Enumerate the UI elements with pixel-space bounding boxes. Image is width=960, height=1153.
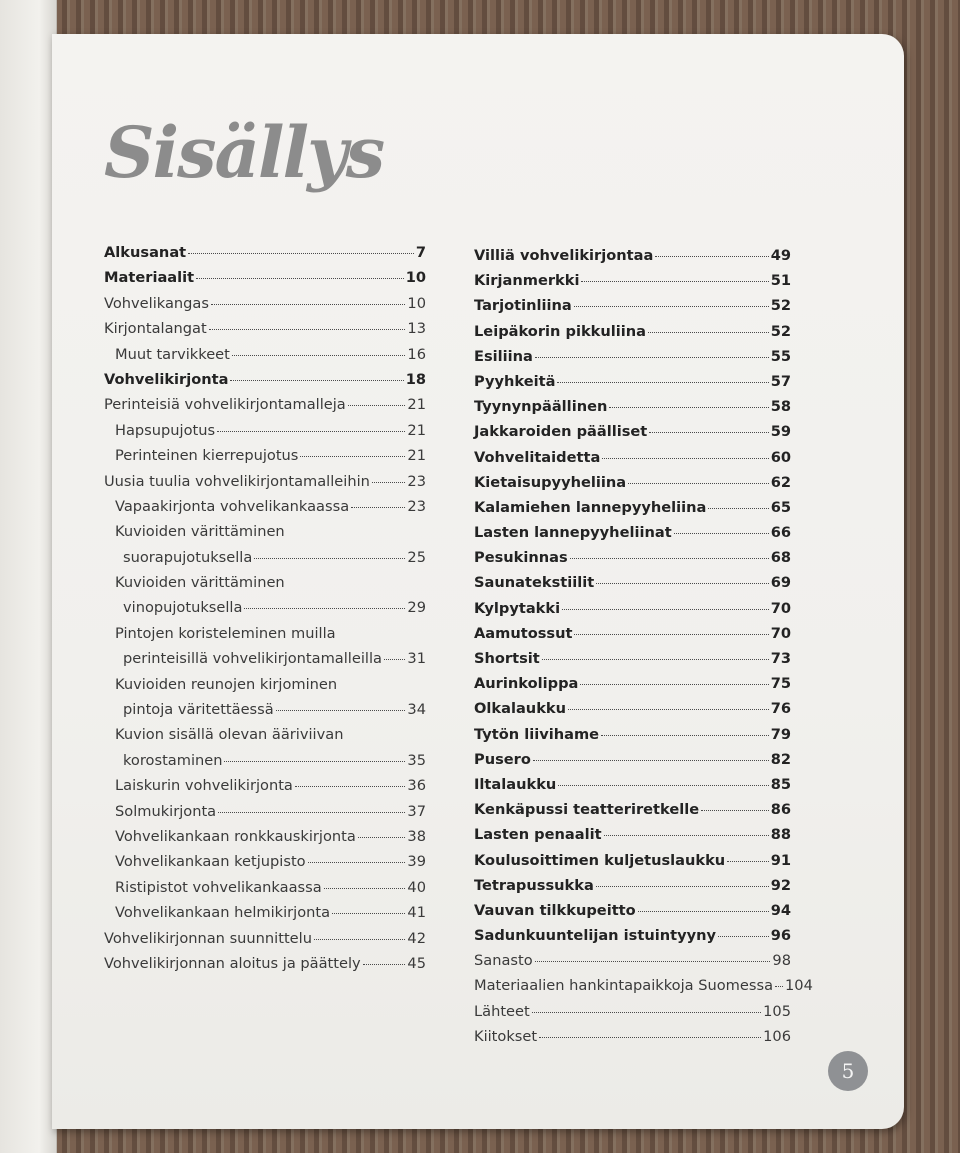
toc-entry-page: 18 bbox=[405, 370, 426, 388]
toc-entry-label: Hapsupujotus bbox=[115, 421, 216, 439]
toc-entry bbox=[474, 877, 791, 902]
toc-entry-label: Uusia tuulia vohvelikirjontamalleihin bbox=[104, 472, 370, 490]
toc-dot-leader bbox=[574, 306, 769, 307]
toc-entry-label: Tarjotinliina bbox=[474, 297, 572, 315]
toc-entry bbox=[104, 523, 426, 548]
toc-entry bbox=[104, 599, 426, 624]
toc-entry bbox=[104, 803, 426, 828]
toc-entry-page: 10 bbox=[407, 294, 426, 312]
toc-entry-label: Leipäkorin pikkuliina bbox=[474, 322, 646, 340]
toc-entry bbox=[104, 650, 426, 675]
toc-entry-page: 34 bbox=[407, 701, 426, 719]
toc-entry-label: Materiaalien hankintapaikkoja Suomessa bbox=[474, 977, 774, 995]
toc-entry-label: Pesukinnas bbox=[474, 549, 568, 567]
toc-entry-label: Vohvelikangas bbox=[104, 294, 209, 312]
toc-entry bbox=[474, 398, 791, 423]
toc-entry bbox=[104, 269, 426, 294]
toc-entry-page: 96 bbox=[770, 927, 791, 945]
toc-entry-label: Kuvion sisällä olevan ääriviivan bbox=[115, 726, 344, 744]
toc-dot-leader bbox=[674, 533, 769, 534]
toc-entry-page: 86 bbox=[770, 801, 791, 819]
toc-entry bbox=[474, 902, 791, 927]
toc-dot-leader bbox=[232, 355, 406, 356]
toc-entry bbox=[474, 247, 791, 272]
toc-entry-page: 52 bbox=[770, 322, 791, 340]
toc-entry-page: 66 bbox=[770, 524, 791, 542]
toc-dot-leader bbox=[372, 482, 406, 483]
toc-entry-page: 57 bbox=[770, 372, 791, 390]
toc-entry bbox=[474, 549, 791, 574]
toc-entry-label: Vohvelikankaan ketjupisto bbox=[115, 853, 306, 871]
toc-entry-page: 58 bbox=[770, 398, 791, 416]
toc-dot-leader bbox=[574, 634, 768, 635]
toc-entry-label: Vohvelikankaan ronkkauskirjonta bbox=[115, 827, 356, 845]
toc-dot-leader bbox=[300, 456, 405, 457]
toc-entry bbox=[474, 751, 791, 776]
toc-dot-leader bbox=[581, 281, 768, 282]
toc-entry-page: 16 bbox=[407, 345, 426, 363]
left-page-edge bbox=[0, 0, 57, 1153]
toc-entry-label: Lasten lannepyyheliinat bbox=[474, 524, 672, 542]
toc-entry-page: 41 bbox=[407, 904, 426, 922]
toc-dot-leader bbox=[332, 913, 405, 914]
toc-entry-page: 21 bbox=[407, 447, 426, 465]
toc-entry bbox=[474, 927, 791, 952]
toc-entry-page: 21 bbox=[407, 396, 426, 414]
toc-dot-leader bbox=[718, 936, 769, 937]
toc-entry bbox=[474, 499, 791, 524]
toc-dot-leader bbox=[217, 431, 405, 432]
toc-dot-leader bbox=[701, 810, 769, 811]
toc-entry-page: 45 bbox=[407, 954, 426, 972]
toc-dot-leader bbox=[596, 886, 769, 887]
toc-entry bbox=[104, 879, 426, 904]
toc-dot-leader bbox=[649, 432, 768, 433]
toc-entry bbox=[474, 423, 791, 448]
toc-entry-label: Perinteinen kierrepujotus bbox=[115, 447, 299, 465]
toc-entry-label: Vapaakirjonta vohvelikankaassa bbox=[115, 497, 350, 515]
toc-entry-page: 21 bbox=[407, 421, 426, 439]
toc-dot-leader bbox=[532, 1012, 761, 1013]
toc-entry-page: 76 bbox=[770, 700, 791, 718]
toc-dot-leader bbox=[708, 508, 768, 509]
toc-dot-leader bbox=[539, 1037, 761, 1038]
toc-entry-page: 79 bbox=[770, 725, 791, 743]
toc-dot-leader bbox=[655, 256, 768, 257]
toc-entry bbox=[474, 272, 791, 297]
toc-entry bbox=[104, 955, 426, 980]
toc-entry-label: Villiä vohvelikirjontaa bbox=[474, 247, 654, 264]
toc-dot-leader bbox=[324, 888, 406, 889]
toc-dot-leader bbox=[218, 812, 405, 813]
toc-dot-leader bbox=[211, 304, 405, 305]
toc-dot-leader bbox=[533, 760, 769, 761]
toc-dot-leader bbox=[542, 659, 769, 660]
toc-dot-leader bbox=[775, 986, 783, 987]
toc-dot-leader bbox=[648, 332, 769, 333]
toc-entry bbox=[474, 852, 791, 877]
toc-entry bbox=[474, 700, 791, 725]
toc-entry-page: 70 bbox=[770, 624, 791, 642]
toc-entry-label: Lähteet bbox=[474, 1002, 530, 1020]
toc-entry-label: Saunatekstiilit bbox=[474, 574, 595, 592]
toc-dot-leader bbox=[196, 278, 404, 279]
toc-entry-page: 94 bbox=[770, 901, 791, 919]
toc-entry bbox=[104, 904, 426, 929]
toc-entry bbox=[104, 853, 426, 878]
toc-entry-page: 60 bbox=[770, 448, 791, 466]
toc-dot-leader bbox=[254, 558, 405, 559]
toc-dot-leader bbox=[358, 837, 406, 838]
toc-entry-page: 88 bbox=[770, 826, 791, 844]
toc-entry-label: Lasten penaalit bbox=[474, 826, 602, 844]
toc-entry-label: Pusero bbox=[474, 750, 531, 768]
toc-entry bbox=[474, 449, 791, 474]
toc-entry-page: 85 bbox=[770, 775, 791, 793]
toc-dot-leader bbox=[230, 380, 403, 381]
toc-entry-label: Vohvelikirjonnan suunnittelu bbox=[104, 929, 312, 947]
toc-dot-leader bbox=[570, 558, 769, 559]
toc-entry-page: 98 bbox=[772, 952, 791, 970]
toc-entry bbox=[104, 473, 426, 498]
toc-dot-leader bbox=[562, 609, 769, 610]
toc-entry-label: Pintojen koristeleminen muilla bbox=[115, 624, 336, 642]
toc-entry-page: 75 bbox=[770, 675, 791, 693]
toc-entry-page: 59 bbox=[770, 423, 791, 441]
toc-entry-page: 42 bbox=[407, 929, 426, 947]
toc-entry bbox=[104, 396, 426, 421]
toc-entry-label: Kuvioiden reunojen kirjominen bbox=[115, 675, 338, 693]
toc-entry-label: Iltalaukku bbox=[474, 775, 557, 793]
toc-entry-page: 40 bbox=[407, 878, 426, 896]
toc-entry-page: 70 bbox=[770, 599, 791, 617]
toc-dot-leader bbox=[628, 483, 769, 484]
toc-entry bbox=[474, 574, 791, 599]
toc-right-column bbox=[474, 247, 813, 1053]
toc-entry-label: Perinteisiä vohvelikirjontamalleja bbox=[104, 396, 346, 414]
toc-entry bbox=[474, 373, 791, 398]
toc-dot-leader bbox=[276, 710, 406, 711]
toc-entry-label: Solmukirjonta bbox=[115, 802, 217, 820]
toc-entry-label: Vohvelikankaan helmikirjonta bbox=[115, 904, 331, 922]
toc-entry-label: Kiitokset bbox=[474, 1027, 538, 1045]
toc-entry-page: 35 bbox=[407, 751, 426, 769]
toc-entry-page: 49 bbox=[770, 247, 791, 264]
toc-entry-page: 29 bbox=[407, 599, 426, 617]
toc-entry-page: 104 bbox=[785, 977, 813, 995]
toc-entry-label: Olkalaukku bbox=[474, 700, 567, 718]
toc-entry bbox=[474, 675, 791, 700]
toc-entry bbox=[104, 498, 426, 523]
toc-dot-leader bbox=[604, 835, 769, 836]
toc-dot-leader bbox=[580, 684, 768, 685]
page-title: Sisällys bbox=[104, 111, 384, 194]
toc-entry-page: 92 bbox=[770, 876, 791, 894]
toc-entry bbox=[474, 952, 791, 977]
toc-entry-page: 91 bbox=[770, 851, 791, 869]
toc-entry-label: Vohvelitaidetta bbox=[474, 448, 601, 466]
toc-entry-page: 7 bbox=[415, 244, 426, 261]
toc-entry-label: Vohvelikirjonnan aloitus ja päättely bbox=[104, 954, 361, 972]
toc-entry bbox=[104, 752, 426, 777]
toc-entry-label: Kirjontalangat bbox=[104, 320, 207, 338]
toc-entry-page: 105 bbox=[763, 1002, 791, 1020]
toc-entry bbox=[474, 600, 791, 625]
toc-entry bbox=[104, 295, 426, 320]
toc-entry-page: 23 bbox=[407, 472, 426, 490]
toc-entry bbox=[104, 828, 426, 853]
page-number-badge: 5 bbox=[828, 1051, 868, 1091]
toc-entry-page: 55 bbox=[770, 347, 791, 365]
toc-entry bbox=[104, 371, 426, 396]
toc-dot-leader bbox=[609, 407, 768, 408]
toc-dot-leader bbox=[596, 583, 768, 584]
toc-entry bbox=[104, 447, 426, 472]
toc-entry bbox=[474, 1028, 791, 1053]
toc-dot-leader bbox=[295, 786, 406, 787]
toc-entry-label: Kuvioiden värittäminen bbox=[115, 574, 285, 592]
toc-entry-page: 36 bbox=[407, 777, 426, 795]
toc-dot-leader bbox=[363, 964, 406, 965]
toc-entry bbox=[474, 524, 791, 549]
toc-entry-label: Kuvioiden värittäminen bbox=[115, 523, 285, 541]
toc-entry bbox=[474, 726, 791, 751]
toc-dot-leader bbox=[348, 405, 406, 406]
toc-dot-leader bbox=[727, 861, 768, 862]
toc-entry-label: Tetrapussukka bbox=[474, 876, 594, 894]
toc-entry-label: Aamutossut bbox=[474, 624, 573, 642]
toc-entry-label: Tytön liivihame bbox=[474, 725, 600, 743]
toc-entry bbox=[474, 801, 791, 826]
toc-entry bbox=[474, 297, 791, 322]
toc-entry-label: Sanasto bbox=[474, 952, 533, 970]
toc-entry-page: 52 bbox=[770, 297, 791, 315]
toc-entry-label: pintoja väritettäessä bbox=[123, 701, 274, 719]
toc-entry-label: Alkusanat bbox=[104, 244, 187, 261]
toc-entry bbox=[104, 422, 426, 447]
toc-entry-label: korostaminen bbox=[123, 751, 223, 769]
toc-dot-leader bbox=[568, 709, 769, 710]
toc-dot-leader bbox=[601, 735, 769, 736]
toc-dot-leader bbox=[244, 608, 405, 609]
toc-entry bbox=[474, 323, 791, 348]
toc-dot-leader bbox=[351, 507, 405, 508]
toc-entry-page: 37 bbox=[407, 802, 426, 820]
toc-entry-page: 39 bbox=[407, 853, 426, 871]
toc-entry-page: 23 bbox=[407, 497, 426, 515]
toc-dot-leader bbox=[535, 357, 769, 358]
toc-entry-page: 82 bbox=[770, 750, 791, 768]
toc-dot-leader bbox=[384, 659, 405, 660]
toc-entry-page: 10 bbox=[405, 269, 426, 287]
toc-entry-label: Kenkäpussi teatteriretkelle bbox=[474, 801, 700, 819]
toc-left-column bbox=[104, 244, 426, 980]
toc-entry-label: Muut tarvikkeet bbox=[115, 345, 230, 363]
toc-dot-leader bbox=[209, 329, 406, 330]
toc-entry bbox=[474, 348, 791, 373]
toc-entry-label: Ristipistot vohvelikankaassa bbox=[115, 878, 322, 896]
toc-dot-leader bbox=[602, 458, 768, 459]
toc-entry bbox=[104, 346, 426, 371]
toc-entry-label: Kirjanmerkki bbox=[474, 272, 580, 290]
toc-dot-leader bbox=[558, 785, 768, 786]
toc-entry-page: 69 bbox=[770, 574, 791, 592]
toc-entry-label: Pyyhkeitä bbox=[474, 372, 556, 390]
toc-entry bbox=[104, 549, 426, 574]
toc-dot-leader bbox=[314, 939, 405, 940]
toc-entry-page: 31 bbox=[407, 650, 426, 668]
toc-entry-page: 65 bbox=[770, 498, 791, 516]
toc-entry-page: 51 bbox=[770, 272, 791, 290]
toc-entry-label: Vohvelikirjonta bbox=[104, 370, 229, 388]
toc-entry-label: Kylpytakki bbox=[474, 599, 561, 617]
toc-entry-label: Esiliina bbox=[474, 347, 533, 365]
toc-entry-label: Tyynynpäällinen bbox=[474, 398, 608, 416]
toc-entry bbox=[104, 625, 426, 650]
toc-entry-page: 13 bbox=[407, 320, 426, 338]
toc-entry-label: Aurinkolippa bbox=[474, 675, 579, 693]
toc-entry-page: 68 bbox=[770, 549, 791, 567]
toc-entry bbox=[104, 574, 426, 599]
toc-entry bbox=[104, 777, 426, 802]
toc-entry bbox=[474, 776, 791, 801]
toc-entry-label: Jakkaroiden päälliset bbox=[474, 423, 648, 441]
toc-entry-label: vinopujotuksella bbox=[123, 599, 243, 617]
toc-entry-label: Shortsit bbox=[474, 650, 540, 667]
toc-entry-page: 106 bbox=[763, 1027, 791, 1045]
toc-entry bbox=[474, 977, 813, 1002]
toc-dot-leader bbox=[535, 961, 771, 962]
toc-entry bbox=[474, 650, 791, 675]
toc-entry-label: Materiaalit bbox=[104, 269, 195, 287]
toc-entry-label: perinteisillä vohvelikirjontamalleilla bbox=[123, 650, 382, 668]
toc-entry bbox=[474, 625, 791, 650]
toc-entry-label: Kalamiehen lannepyyheliina bbox=[474, 498, 707, 516]
toc-entry-label: suorapujotuksella bbox=[123, 548, 253, 566]
toc-entry-page: 25 bbox=[407, 548, 426, 566]
toc-dot-leader bbox=[638, 911, 769, 912]
toc-entry bbox=[104, 726, 426, 751]
toc-entry bbox=[104, 930, 426, 955]
toc-entry-label: Vauvan tilkkupeitto bbox=[474, 901, 636, 919]
toc-entry bbox=[104, 676, 426, 701]
toc-entry bbox=[104, 320, 426, 345]
toc-dot-leader bbox=[188, 253, 414, 254]
toc-entry bbox=[474, 1003, 791, 1028]
toc-entry-label: Laiskurin vohvelikirjonta bbox=[115, 777, 293, 795]
toc-entry-page: 38 bbox=[407, 827, 426, 845]
toc-entry-label: Koulusoittimen kuljetuslaukku bbox=[474, 851, 726, 869]
toc-entry bbox=[104, 701, 426, 726]
toc-dot-leader bbox=[308, 862, 406, 863]
toc-entry bbox=[474, 474, 791, 499]
toc-entry-page: 62 bbox=[770, 473, 791, 491]
toc-dot-leader bbox=[224, 761, 405, 762]
toc-entry-page: 73 bbox=[770, 650, 791, 667]
toc-dot-leader bbox=[557, 382, 768, 383]
toc-entry-label: Sadunkuuntelijan istuintyyny bbox=[474, 927, 717, 945]
toc-entry bbox=[104, 244, 426, 269]
toc-entry bbox=[474, 826, 791, 851]
toc-entry-label: Kietaisupyyheliina bbox=[474, 473, 627, 491]
